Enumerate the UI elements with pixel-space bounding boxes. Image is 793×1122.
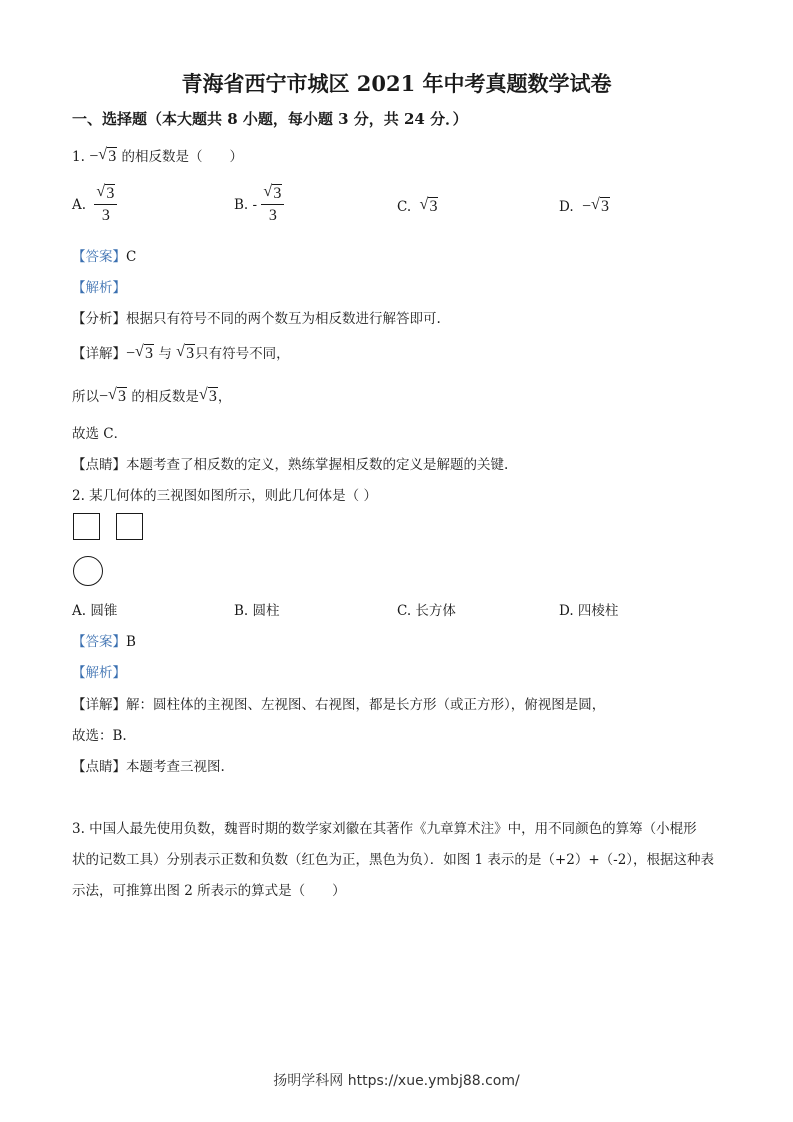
q3-line-3: 示法，可推算出图 2 所表示的算式是（ ） <box>72 883 346 899</box>
q1-sqrt: √ 3 <box>98 146 117 165</box>
q1-option-a[interactable]: A. √ 3 3 <box>72 186 117 224</box>
q2-answer: 【答案】B <box>72 634 136 650</box>
q1-suoyi: 所以− √ 3 的相反数是 √ 3， <box>72 386 232 405</box>
q3-line-2: 状的记数工具）分别表示正数和负数（红色为正，黑色为负）．如图 1 表示的是（+2）+（-2），根据这种表 <box>72 852 715 868</box>
top-view-circle <box>73 556 103 586</box>
side-view-square <box>116 513 143 540</box>
q1-answer: 【答案】C <box>72 249 137 265</box>
q2-option-d[interactable]: D. 四棱柱 <box>559 603 619 619</box>
q1-dianjing: 【点睛】本题考查了相反数的定义，熟练掌握相反数的定义是解题的关键. <box>72 457 509 473</box>
q3-line-1: 3. 中国人最先使用负数，魏晋时期的数学家刘徽在其著作《九章算术注》中，用不同颜色的算筹（小棍形 <box>72 821 697 837</box>
q2-guxuan: 故选：B. <box>72 728 127 744</box>
front-view-square <box>73 513 100 540</box>
q2-dianjing: 【点睛】本题考查三视图. <box>72 759 225 775</box>
q1-option-c[interactable]: C. √ 3 <box>397 196 438 215</box>
page-title: 青海省西宁市城区 2021 年中考真题数学试卷 <box>181 71 612 96</box>
q1-stem: 1. − √ 3 的相反数是（ ） <box>72 146 244 165</box>
q2-option-c[interactable]: C. 长方体 <box>397 603 456 619</box>
q1-fenxi: 【分析】根据只有符号不同的两个数互为相反数进行解答即可. <box>72 311 441 327</box>
footer-watermark: 扬明学科网 https://xue.ymbj88.com/ <box>273 1073 520 1089</box>
q2-analysis-label: 【解析】 <box>72 665 126 681</box>
q1-option-b[interactable]: B. - √ 3 3 <box>234 186 284 224</box>
q1-analysis-label: 【解析】 <box>72 280 126 296</box>
q2-option-b[interactable]: B. 圆柱 <box>234 603 280 619</box>
q1-detail: 【详解】− √ 3 与 √ 3只有符号不同， <box>72 343 290 362</box>
section-heading: 一、选择题（本大题共 8 小题，每小题 3 分，共 24 分．） <box>72 110 468 128</box>
q1-option-a-fraction: √ 3 3 <box>94 186 117 224</box>
q1-guxuan: 故选 C． <box>72 426 128 442</box>
q1-neg-sign: − <box>89 148 99 165</box>
q2-stem: 2. 某几何体的三视图如图所示，则此几何体是（ ） <box>72 488 377 504</box>
q2-option-a[interactable]: A. 圆锥 <box>72 603 118 619</box>
q1-option-d[interactable]: D. − √ 3 <box>559 196 609 215</box>
q2-detail: 【详解】解：圆柱体的主视图、左视图、右视图，都是长方形（或正方形），俯视图是圆， <box>72 697 606 713</box>
q1-option-b-fraction: √ 3 3 <box>261 186 284 224</box>
